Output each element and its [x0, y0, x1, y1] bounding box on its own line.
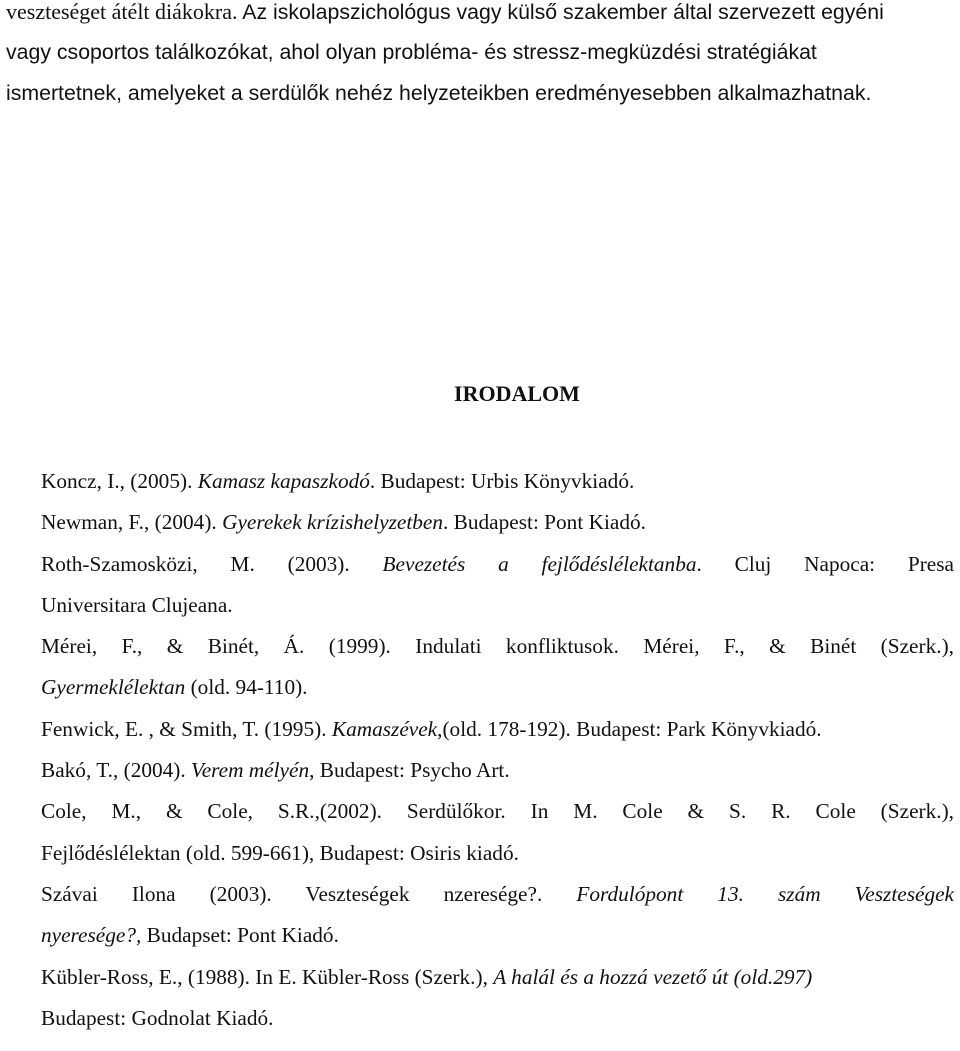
- reference-continuation: Universitara Clujeana.: [41, 592, 233, 617]
- reference-continuation: [41, 915, 954, 956]
- reference-item: [41, 544, 954, 585]
- reference-item: [41, 709, 954, 750]
- reference-title: Gyerekek krízishelyzetben: [222, 510, 444, 535]
- intro-line: vagy csoportos találkozókat, ahol olyan probléma- és stressz-megküzdési stratégiákat: [6, 40, 817, 64]
- reference-item: [41, 750, 954, 791]
- reference-title: A halál és a hozzá vezető út (old.297): [493, 964, 813, 989]
- reference-text: . Budapest: Pont Kiadó.: [443, 510, 646, 535]
- reference-text: . Cluj Napoca: Presa: [696, 551, 954, 576]
- intro-line-rest: Az iskolapszichológus vagy külső szakember által szervezett egyéni: [237, 0, 884, 24]
- reference-item: [41, 874, 954, 915]
- reference-title: Bevezetés a fejlődéslélektanba: [382, 551, 697, 576]
- reference-text: Newman, F., (2004).: [41, 510, 223, 535]
- reference-text: , Budapest: Psycho Art.: [309, 758, 510, 783]
- reference-text: . Budapest: Urbis Könyvkiadó.: [369, 469, 635, 493]
- reference-continuation: Budapest: Godnolat Kiadó.: [41, 1005, 274, 1030]
- reference-item: [41, 502, 954, 543]
- intro-line: [6, 0, 954, 32]
- reference-list: [41, 461, 954, 1039]
- intro-line-start: veszteséget átélt diákokra.: [6, 0, 238, 24]
- intro-paragraph: [6, 0, 954, 114]
- reference-text: Roth-Szamosközi, M. (2003).: [41, 551, 383, 576]
- intro-line: ismertetnek, amelyeket a serdülők nehéz helyzeteikben eredményesebben alkalmazhatnak.: [6, 81, 872, 105]
- reference-title: Kamaszévek: [331, 716, 438, 741]
- reference-item: [41, 957, 954, 998]
- reference-text: Budapset: Pont Kiadó.: [141, 923, 339, 948]
- reference-item: Mérei, F., & Binét, Á. (1999). Indulati konfliktusok. Mérei, F., & Binét (Szerk.),: [41, 634, 954, 659]
- reference-item: [41, 461, 954, 502]
- reference-title: Fordulópont 13. szám Veszteségek: [576, 881, 954, 906]
- reference-title: nyeresége?,: [41, 923, 142, 948]
- reference-title: Verem mélyén: [191, 758, 310, 783]
- reference-text: ,(old. 178-192). Budapest: Park Könyvkiadó.: [437, 716, 822, 741]
- reference-continuation: Fejlődéslélektan (old. 599-661), Budapest: Osiris kiadó.: [41, 840, 519, 865]
- reference-text: Fenwick, E. , & Smith, T. (1995).: [41, 716, 332, 741]
- reference-title: Gyermeklélektan: [41, 675, 186, 700]
- reference-text: (old. 94-110).: [185, 675, 308, 700]
- reference-text: Szávai Ilona (2003). Veszteségek nzeresége?.: [41, 881, 577, 906]
- reference-text: Koncz, I., (2005).: [41, 469, 198, 493]
- reference-title: Kamasz kapaszkodó: [197, 469, 370, 493]
- reference-item: Cole, M., & Cole, S.R.,(2002). Serdülőkor. In M. Cole & S. R. Cole (Szerk.),: [41, 799, 954, 824]
- reference-text: Bakó, T., (2004).: [41, 758, 192, 783]
- references-heading: IRODALOM: [454, 381, 580, 406]
- reference-continuation: [41, 667, 954, 708]
- reference-text: Kübler-Ross, E., (1988). In E. Kübler-Ross (Szerk.),: [41, 964, 494, 989]
